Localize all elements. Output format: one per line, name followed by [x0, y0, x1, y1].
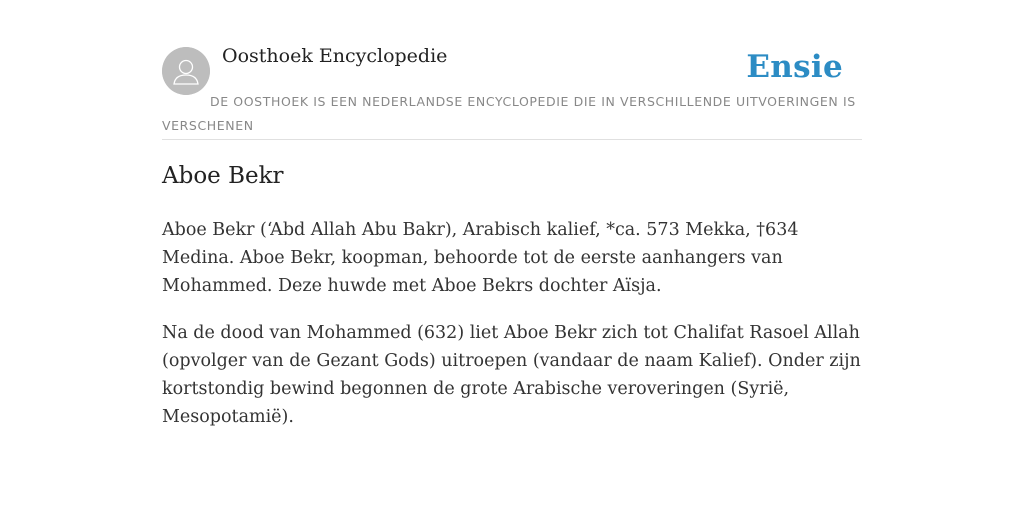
article-body — [162, 216, 862, 450]
article-card — [162, 0, 862, 427]
article-paragraph: Na de dood van Mohammed (632) liet Aboe Bekr zich tot Chalifat Rasoel Allah (opvolger van de Gezant Gods) uitroepen (vandaar de naam Kalief). Onder zijn kortstondig bewind begonnen de grote Arabische veroveringen (Syrië, Mesopotamië). — [162, 323, 861, 427]
author-tagline: DE OOSTHOEK IS EEN NEDERLANDSE ENCYCLOPEDIE DIE IN VERSCHILLENDE UITVOERINGEN IS VERSCHENEN — [162, 94, 856, 133]
user-avatar-icon[interactable] — [162, 47, 210, 95]
brand-logo[interactable]: Ensie — [746, 49, 843, 85]
author-name[interactable]: Oosthoek Encyclopedie — [222, 45, 448, 67]
article-title: Aboe Bekr — [162, 163, 284, 189]
article-header — [162, 0, 862, 140]
article-paragraph: Aboe Bekr (‘Abd Allah Abu Bakr), Arabisch kalief, *ca. 573 Mekka, †634 Medina. Aboe Bekr, koopman, behoorde tot de eerste aanhangers van Mohammed. Deze huwde met Aboe Bekrs dochter Aïsja. — [162, 220, 799, 296]
